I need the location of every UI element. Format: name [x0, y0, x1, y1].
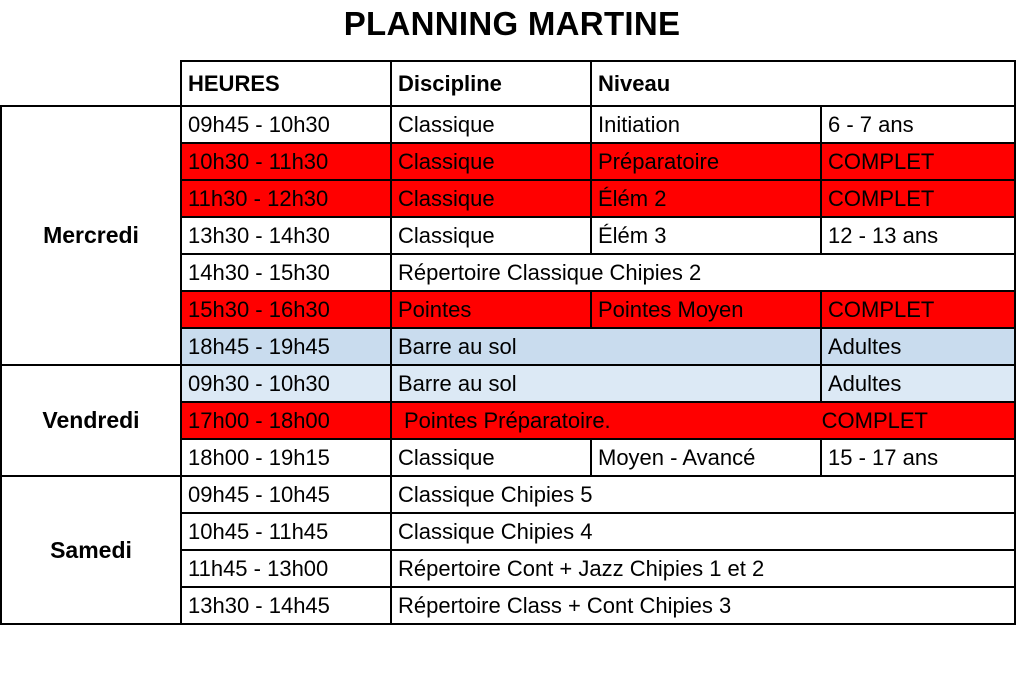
- header-level: Niveau: [591, 61, 1015, 106]
- discipline-cell: Classique: [391, 217, 591, 254]
- time-cell: 11h45 - 13h00: [181, 550, 391, 587]
- day-friday: Vendredi: [1, 365, 181, 476]
- status-complete-text: COMPLET: [821, 407, 928, 433]
- time-cell: 09h45 - 10h45: [181, 476, 391, 513]
- level-cell: Élém 3: [591, 217, 821, 254]
- status-complete-cell: COMPLET: [821, 180, 1015, 217]
- discipline-text: Pointes Préparatoire.: [404, 407, 611, 433]
- discipline-cell: Répertoire Class + Cont Chipies 3: [391, 587, 1015, 624]
- header-row: [1, 61, 1015, 106]
- schedule-table: [0, 60, 1016, 625]
- time-cell: 10h30 - 11h30: [181, 143, 391, 180]
- level-cell: Pointes Moyen: [591, 291, 821, 328]
- extra-cell: Adultes: [821, 328, 1015, 365]
- time-cell: 15h30 - 16h30: [181, 291, 391, 328]
- extra-cell: 12 - 13 ans: [821, 217, 1015, 254]
- header-discipline: Discipline: [391, 61, 591, 106]
- extra-cell: 6 - 7 ans: [821, 106, 1015, 143]
- level-cell: Préparatoire: [591, 143, 821, 180]
- header-hours: HEURES: [181, 61, 391, 106]
- time-cell: 14h30 - 15h30: [181, 254, 391, 291]
- discipline-cell: [391, 402, 1015, 439]
- discipline-cell: Classique Chipies 4: [391, 513, 1015, 550]
- level-cell: Initiation: [591, 106, 821, 143]
- time-cell: 13h30 - 14h30: [181, 217, 391, 254]
- discipline-cell: Pointes: [391, 291, 591, 328]
- status-complete-cell: COMPLET: [821, 143, 1015, 180]
- time-cell: 13h30 - 14h45: [181, 587, 391, 624]
- table-row: [1, 106, 1015, 143]
- discipline-cell: Répertoire Cont + Jazz Chipies 1 et 2: [391, 550, 1015, 587]
- time-cell: 18h00 - 19h15: [181, 439, 391, 476]
- table-row: [1, 365, 1015, 402]
- extra-cell: Adultes: [821, 365, 1015, 402]
- discipline-cell: Barre au sol: [391, 365, 821, 402]
- time-cell: 10h45 - 11h45: [181, 513, 391, 550]
- time-cell: 17h00 - 18h00: [181, 402, 391, 439]
- level-cell: Élém 2: [591, 180, 821, 217]
- day-saturday: Samedi: [1, 476, 181, 624]
- discipline-cell: Classique: [391, 180, 591, 217]
- time-cell: 09h30 - 10h30: [181, 365, 391, 402]
- extra-cell: 15 - 17 ans: [821, 439, 1015, 476]
- blank-corner: [1, 61, 181, 106]
- discipline-cell: Classique Chipies 5: [391, 476, 1015, 513]
- time-cell: 09h45 - 10h30: [181, 106, 391, 143]
- time-cell: 18h45 - 19h45: [181, 328, 391, 365]
- discipline-cell: Répertoire Classique Chipies 2: [391, 254, 1015, 291]
- day-wednesday: Mercredi: [1, 106, 181, 365]
- page-title: PLANNING MARTINE: [343, 5, 681, 42]
- discipline-cell: Barre au sol: [391, 328, 821, 365]
- status-complete-cell: COMPLET: [821, 291, 1015, 328]
- time-cell: 11h30 - 12h30: [181, 180, 391, 217]
- discipline-cell: Classique: [391, 143, 591, 180]
- level-cell: Moyen - Avancé: [591, 439, 821, 476]
- discipline-cell: Classique: [391, 106, 591, 143]
- discipline-cell: Classique: [391, 439, 591, 476]
- table-row: [1, 476, 1015, 513]
